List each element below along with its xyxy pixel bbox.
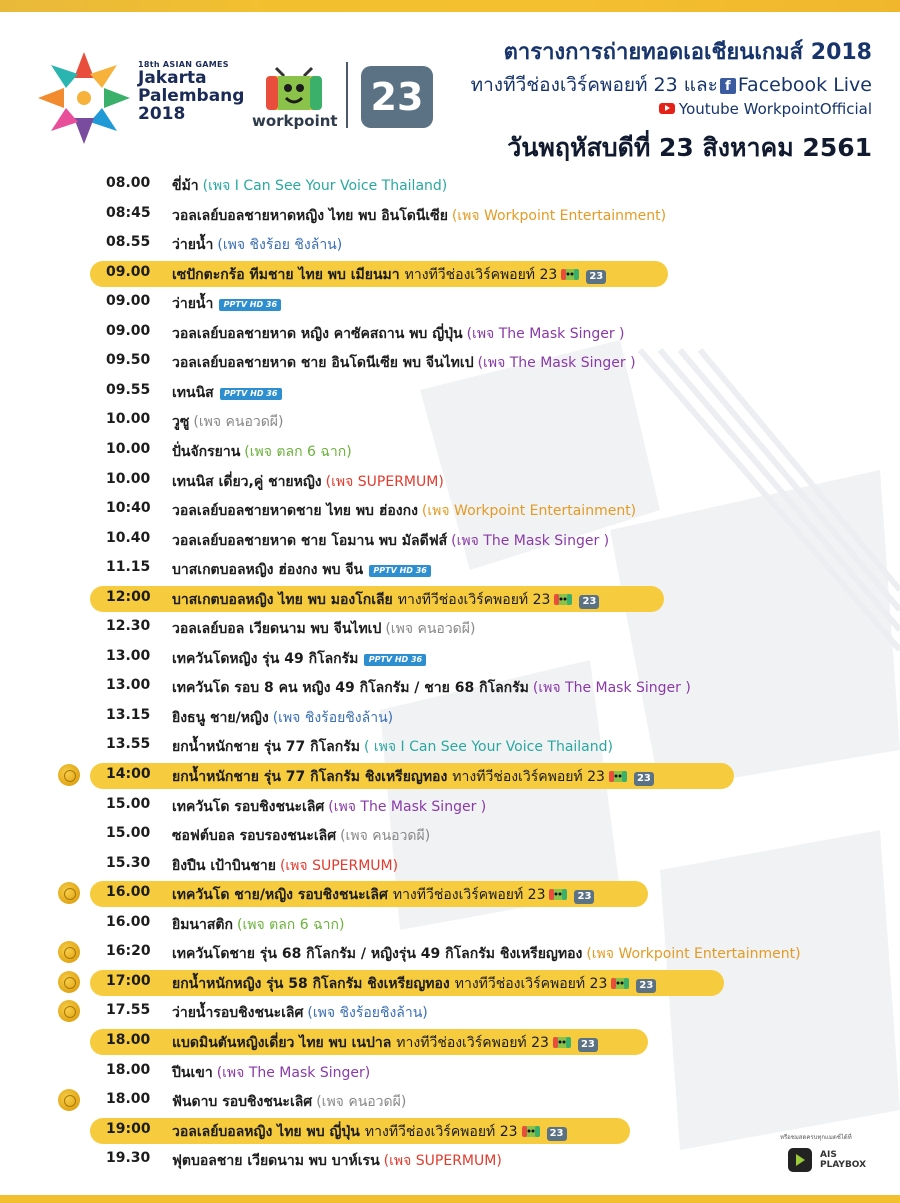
broadcast-page-note: (เพจ ชิงร้อย ชิงล้าน) [217,237,343,253]
schedule-row [0,911,900,937]
event-line [172,411,283,433]
schedule-row [0,202,900,228]
schedule-row [0,1118,900,1144]
event-line [172,766,654,788]
asian-games-edition: 18th ASIAN GAMES [138,60,229,69]
broadcast-page-note: (เพจ Workpoint Entertainment) [451,208,667,224]
broadcast-page-note: (เพจ The Mask Singer ) [451,533,610,549]
event-line [172,707,393,729]
broadcast-page-note: (เพจ The Mask Singer ) [466,326,625,342]
event-name: ขี่ม้า [172,178,199,194]
schedule-row [0,645,900,671]
event-time: 14:00 [106,766,151,782]
workpoint-tv-icon [521,1123,541,1139]
event-name: วอลเลย์บอล เวียดนาม พบ จีนไทเป [172,621,382,637]
event-name: เทควันโด ชาย/หญิง รอบชิงชนะเลิศ [172,887,388,903]
schedule-row [0,733,900,759]
broadcast-page-note: (เพจ คนอวดผี) [340,828,431,844]
workpoint-label: workpoint [252,112,338,130]
event-line [172,796,486,818]
broadcast-page-note: (เพจ The Mask Singer ) [477,355,636,371]
broadcast-page-note: (เพจ ชิงร้อยชิงล้าน) [307,1005,428,1021]
event-time: 10:40 [106,500,151,516]
event-name: เทควันโดหญิง รุ่น 49 กิโลกรัม [172,651,359,667]
event-line [172,677,691,699]
event-line [172,648,426,670]
event-name: ยกน้ำหนักชาย รุ่น 77 กิโลกรัม [172,739,360,755]
channel-note: ทางทีวีช่องเวิร์คพอยท์ 23 [452,769,605,785]
youtube-channel: Youtube WorkpointOfficial [678,100,872,118]
broadcast-page-note: (เพจ Workpoint Entertainment) [586,946,801,962]
schedule-row [0,261,900,287]
event-line [172,884,594,906]
event-name: ยิมนาสติก [172,917,233,933]
event-name: ซอฟต์บอล รอบรองชนะเลิศ [172,828,337,844]
event-time: 10.00 [106,441,151,457]
workpoint-tv-icon [552,1034,572,1050]
event-time: 13.55 [106,736,151,752]
event-name: ปั่นจักรยาน [172,444,241,460]
asian-games-city2: Palembang [138,86,245,106]
gold-medal-icon [58,1000,80,1022]
event-line [172,589,599,611]
asian-games-logo [38,48,130,148]
event-name: วอลเลย์บอลชายหาดชาย ไทย พบ ฮ่องกง [172,503,418,519]
event-time: 18.00 [106,1032,151,1048]
event-time: 12:00 [106,589,151,605]
event-time: 08:45 [106,205,151,221]
schedule-row [0,231,900,257]
broadcast-page-note: (เพจ I Can See Your Voice Thailand) [202,178,448,194]
event-name: วอลเลย์บอลชายหาด หญิง คาซัคสถาน พบ ญี่ปุ่น [172,326,463,342]
event-time: 13.15 [106,707,151,723]
event-time: 10.40 [106,530,151,546]
event-line [172,323,625,345]
event-name: วูซู [172,414,190,430]
schedule-row [0,290,900,316]
event-line [172,1032,598,1054]
schedule-row [0,1059,900,1085]
event-name: เทนนิส เดี่ยว,คู่ ชายหญิง [172,474,322,490]
schedule-row [0,793,900,819]
schedule-row [0,999,900,1025]
event-time: 16.00 [106,884,151,900]
event-time: 18.00 [106,1062,151,1078]
event-time: 10.00 [106,471,151,487]
schedule-row [0,408,900,434]
schedule-row [0,438,900,464]
event-name: ยิงธนู ชาย/หญิง [172,710,269,726]
workpoint-tv-icon [548,886,568,902]
event-time: 19:00 [106,1121,151,1137]
channel-23-mini-badge: 23 [579,595,599,609]
event-time: 09.00 [106,264,151,280]
event-name: วอลเลย์บอลหญิง ไทย พบ ญี่ปุ่น [172,1124,360,1140]
gold-medal-icon [58,941,80,963]
schedule-row [0,615,900,641]
event-name: แบดมินตันหญิงเดี่ยว ไทย พบ เนปาล [172,1035,392,1051]
ais-brand-line2: PLAYBOX [820,1160,867,1170]
channel-note: ทางทีวีช่องเวิร์คพอยท์ 23 [454,976,608,992]
event-name: ว่ายน้ำรอบชิงชนะเลิศ [172,1005,304,1021]
schedule-row [0,320,900,346]
asian-games-year: 2018 [138,104,186,124]
workpoint-tv-icon [608,768,628,784]
broadcast-page-note: (เพจ คนอวดผี) [316,1094,407,1110]
event-name: วอลเลย์บอลชายหาดหญิง ไทย พบ อินโดนีเซีย [172,208,448,224]
channel-note: ทางทีวีช่องเวิร์คพอยท์ 23 [364,1124,518,1140]
event-name: บาสเกตบอลหญิง ฮ่องกง พบ จีน [172,562,364,578]
event-time: 19.30 [106,1150,151,1166]
event-name: ยกน้ำหนักหญิง รุ่น 58 กิโลกรัม ชิงเหรียญทอง [172,976,450,992]
facebook-icon: f [720,78,736,94]
event-time: 09.50 [106,352,151,368]
pptv-hd-36-logo: PPTV HD 36 [369,565,431,577]
event-time: 11.15 [106,559,151,575]
event-name: วอลเลย์บอลชายหาด ชาย อินโดนีเซีย พบ จีนไทเป [172,355,474,371]
asian-games-wordmark [138,60,244,123]
event-time: 17:00 [106,973,151,989]
event-line [172,264,606,286]
event-line [172,736,613,758]
ais-brand-line1: AIS [820,1150,837,1160]
event-time: 18.00 [106,1091,151,1107]
playbox-icon [788,1148,812,1172]
event-line [172,914,344,936]
event-name: เทนนิส [172,385,214,401]
youtube-line [659,100,872,118]
subtitle-prefix: ทางทีวีช่องเวิร์คพอยท์ 23 และ [470,74,718,96]
event-line [172,943,801,965]
broadcast-page-note: (เพจ The Mask Singer) [216,1065,371,1081]
schedule-row [0,940,900,966]
ais-caption: หรือชมสดครบทุกแมตช์ได้ที่ [780,1134,852,1141]
event-line [172,559,431,581]
asian-games-city1: Jakarta [138,68,207,88]
broadcast-page-note: ( เพจ I Can See Your Voice Thailand) [363,739,613,755]
ais-brand [820,1150,866,1170]
event-line [172,1062,370,1084]
schedule-row [0,881,900,907]
workpoint-tv-icon [560,266,580,282]
event-line [172,855,398,877]
channel-note: ทางทีวีช่องเวิร์คพอยท์ 23 [396,1035,549,1051]
event-line [172,1002,428,1024]
broadcast-page-note: (เพจ The Mask Singer ) [328,799,487,815]
broadcast-page-note: (เพจ SUPERMUM) [279,858,399,874]
gold-medal-icon [58,971,80,993]
pptv-hd-36-logo: PPTV HD 36 [364,654,426,666]
channel-23-mini-badge: 23 [586,270,606,284]
schedule-row [0,970,900,996]
schedule-row [0,704,900,730]
event-line [172,471,444,493]
event-time: 08.00 [106,175,151,191]
event-line [172,293,281,315]
schedule-row [0,497,900,523]
workpoint-tv-icon [610,975,630,991]
channel-note: ทางทีวีช่องเวิร์คพอยท์ 23 [397,592,551,608]
schedule-row [0,1088,900,1114]
event-name: เซปักตะกร้อ ทีมชาย ไทย พบ เมียนมา [172,267,400,283]
schedule-row [0,822,900,848]
schedule-row [0,852,900,878]
event-time: 09.00 [106,323,151,339]
event-line [172,618,475,640]
event-line [172,1091,406,1113]
event-time: 12.30 [106,618,151,634]
event-name: บาสเกตบอลหญิง ไทย พบ มองโกเลีย [172,592,393,608]
event-line [172,352,636,374]
event-time: 15.00 [106,825,151,841]
event-name: ฟันดาบ รอบชิงชนะเลิศ [172,1094,313,1110]
channel-23-mini-badge: 23 [636,979,656,993]
broadcast-subtitle [471,70,872,100]
event-time: 09.55 [106,382,151,398]
event-line [172,1121,567,1143]
schedule-row [0,527,900,553]
event-time: 17.55 [106,1002,151,1018]
event-name: วอลเลย์บอลชายหาด ชาย โอมาน พบ มัลดีฟส์ [172,533,448,549]
event-time: 16.00 [106,914,151,930]
event-name: ว่ายน้ำ [172,237,214,253]
schedule-row [0,586,900,612]
event-name: เทควันโด รอบชิงชนะเลิศ [172,799,325,815]
broadcast-page-note: (เพจ คนอวดผี) [193,414,284,430]
event-name: ยิงปืน เป้าบินชาย [172,858,276,874]
header-divider [346,62,348,128]
schedule-row [0,172,900,198]
bottom-color-stripe [0,1195,900,1203]
channel-23-mini-badge: 23 [634,772,654,786]
event-time: 13.00 [106,648,151,664]
youtube-icon [659,103,675,114]
event-line [172,973,656,995]
ais-playbox-promo [780,1132,880,1180]
channel-23-mini-badge: 23 [574,890,594,904]
page-title: ตารางการถ่ายทอดเอเชียนเกมส์ 2018 [503,40,872,65]
event-time: 15.30 [106,855,151,871]
broadcast-page-note: (เพจ ตลก 6 ฉาก) [244,444,352,460]
channel-23-mini-badge: 23 [547,1127,567,1141]
event-time: 10.00 [106,411,151,427]
event-time: 16:20 [106,943,151,959]
broadcast-page-note: (เพจ ชิงร้อยชิงล้าน) [272,710,394,726]
event-time: 09.00 [106,293,151,309]
schedule-row [0,1029,900,1055]
event-name: ฟุตบอลชาย เวียดนาม พบ บาห์เรน [172,1153,380,1169]
broadcast-page-note: (เพจ คนอวดผี) [385,621,476,637]
event-time: 15.00 [106,796,151,812]
event-name: ว่ายน้ำ [172,296,214,312]
event-line [172,441,352,463]
event-line [172,205,666,227]
top-color-stripe [0,0,900,12]
schedule-row [0,468,900,494]
pptv-hd-36-logo: PPTV HD 36 [220,388,282,400]
event-line [172,382,282,404]
channel-23-mini-badge: 23 [578,1038,598,1052]
event-time: 13.00 [106,677,151,693]
broadcast-date: วันพฤหัสบดีที่ 23 สิงหาคม 2561 [507,133,872,162]
broadcast-page-note: (เพจ Workpoint Entertainment) [421,503,637,519]
event-line [172,530,609,552]
event-name: เทควันโด รอบ 8 คน หญิง 49 กิโลกรัม / ชาย 68 กิโลกรัม [172,680,529,696]
workpoint-tv-icon [553,591,573,607]
schedule-row [0,1147,900,1173]
broadcast-page-note: (เพจ The Mask Singer ) [532,680,691,696]
event-name: ปีนเขา [172,1065,213,1081]
broadcast-page-note: (เพจ SUPERMUM) [325,474,444,490]
channel-23-badge: 23 [361,66,433,128]
channel-note: ทางทีวีช่องเวิร์คพอยท์ 23 [392,887,546,903]
schedule-row [0,349,900,375]
event-line [172,1150,502,1172]
pptv-hd-36-logo: PPTV HD 36 [219,299,281,311]
broadcast-page-note: (เพจ ตลก 6 ฉาก) [236,917,345,933]
event-name: ยกน้ำหนักชาย รุ่น 77 กิโลกรัม ชิงเหรียญทอง [172,769,448,785]
channel-note: ทางทีวีช่องเวิร์คพอยท์ 23 [404,267,558,283]
gold-medal-icon [58,1089,80,1111]
event-line [172,175,447,197]
broadcast-page-note: (เพจ SUPERMUM) [383,1153,502,1169]
event-time: 08.55 [106,234,151,250]
event-name: เทควันโดชาย รุ่น 68 กิโลกรัม / หญิงรุ่น 49 กิโลกรัม ชิงเหรียญทอง [172,946,583,962]
gold-medal-icon [58,882,80,904]
schedule-row [0,763,900,789]
event-line [172,825,430,847]
schedule-row [0,379,900,405]
schedule-row [0,556,900,582]
schedule-row [0,674,900,700]
subtitle-facebook: Facebook Live [737,74,872,96]
gold-medal-icon [58,764,80,786]
event-line [172,234,342,256]
event-line [172,500,636,522]
